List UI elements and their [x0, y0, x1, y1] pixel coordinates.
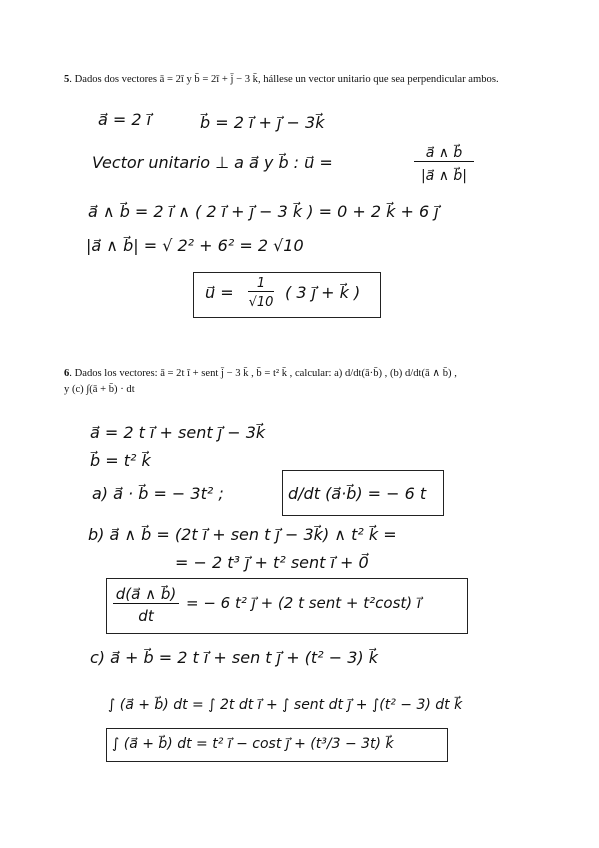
hw-6-part-a: a) a⃗ · b⃗ = − 3t² ;	[92, 484, 224, 503]
problem-6-statement	[64, 366, 540, 398]
hw-5-magnitude: |a⃗ ∧ b⃗| = √ 2² + 6² = 2 √10	[86, 236, 304, 255]
hw-6-given-b: b⃗ = t² k⃗	[90, 451, 151, 470]
hw-6-part-c-box-text: ∫ (a⃗ + b⃗) dt = t² i⃗ − cost j⃗ + (t³/3 − 3t) k⃗	[112, 736, 394, 752]
hw-6-part-b-box-den: dt	[138, 607, 154, 625]
problem-6-text: . Dados los vectores: ā = 2t ī + sent j̄ − 3 k̄ , b̄ = t² k̄ , calcular: a) d/dt(ā·b̄) , (b) d/dt(ā ∧ b̄) ,	[69, 368, 457, 379]
hw-5-result-den: √10	[248, 295, 274, 310]
hw-6-part-c-2: ∫ (a⃗ + b⃗) dt = ∫ 2t dt i⃗ + ∫ sent dt j⃗ + ∫(t² − 3) dt k⃗	[108, 697, 463, 713]
hw-6-part-c-1: c) a⃗ + b⃗ = 2 t i⃗ + sen t j⃗ + (t² − 3) k⃗	[90, 648, 378, 667]
problem-6-text-2: y (c) ∫(ā + b̄) · dt	[64, 384, 135, 395]
hw-5-result-num: 1	[248, 276, 274, 292]
problem-6-number: 6	[64, 368, 70, 379]
hw-5-result-lhs: u⃗ =	[205, 283, 234, 302]
hw-6-part-b-box-lhs: d(a⃗ ∧ b⃗)	[113, 585, 179, 604]
problem-5-statement	[64, 72, 540, 88]
hw-5-cross-product: a⃗ ∧ b⃗ = 2 i⃗ ∧ ( 2 i⃗ + j⃗ − 3 k⃗ ) = 0 + 2 k⃗ + 6 j⃗	[88, 202, 439, 221]
hw-6-given-a: a⃗ = 2 t i⃗ + sent j⃗ − 3k⃗	[90, 423, 266, 442]
hw-5-unit-frac-den: |a⃗ ∧ b⃗|	[420, 168, 468, 184]
hw-5-unit-frac-num: a⃗ ∧ b⃗	[414, 145, 474, 162]
hw-6-part-b-1: b) a⃗ ∧ b⃗ = (2t i⃗ + sen t j⃗ − 3k⃗) ∧ t² k⃗ =	[88, 525, 397, 544]
hw-6-part-b-box-rhs: = − 6 t² j⃗ + (2 t sent + t²cost) i⃗	[186, 594, 422, 612]
hw-5-unit-vector-line: Vector unitario ⊥ a a⃗ y b⃗ : u⃗ =	[92, 153, 333, 172]
hw-6-part-b-2: = − 2 t³ j⃗ + t² sent i⃗ + 0⃗	[175, 553, 369, 572]
hw-6-part-a-box-text: d/dt (a⃗·b⃗) = − 6 t	[288, 484, 427, 503]
hw-5-given-a: a⃗ = 2 i⃗	[98, 110, 152, 129]
problem-5-text: . Dados dos vectores ā = 2ī y b̄ = 2ī + j̄ − 3 k̄, hállese un vector unitario que sea perpendicular ambos.	[69, 74, 499, 85]
problem-5-number: 5	[64, 74, 70, 85]
hw-5-given-b: b⃗ = 2 i⃗ + j⃗ − 3k⃗	[200, 113, 325, 132]
hw-5-result-rhs: ( 3 j⃗ + k⃗ )	[285, 283, 361, 302]
